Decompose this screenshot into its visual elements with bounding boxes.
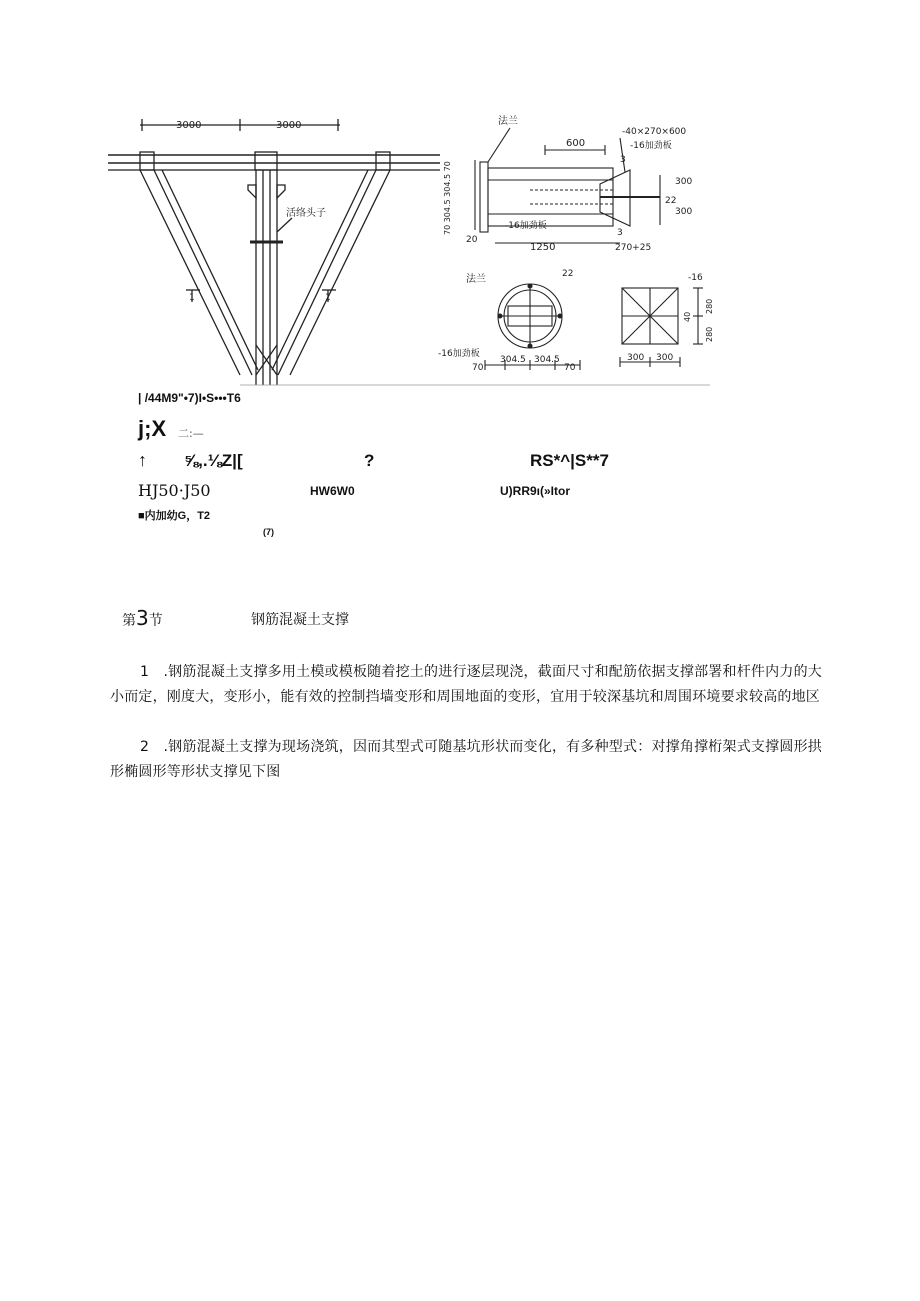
engineering-drawing xyxy=(100,100,820,400)
paragraph-2 xyxy=(110,735,822,785)
garbled-line-6: (7) xyxy=(263,527,274,537)
label-rib-top: -16加劲板 xyxy=(630,141,672,151)
garbled-line-3b: ⅝,.⅛Z|[ xyxy=(184,451,243,470)
garbled-line-4a: HJ50·J50 xyxy=(138,481,211,500)
dim-300-sq-b: 300 xyxy=(656,353,674,363)
dim-300-a: 300 xyxy=(675,177,693,187)
dim-1250: 1250 xyxy=(530,242,556,253)
dim-20: 20 xyxy=(466,235,478,245)
garbled-line-3a: ↑ xyxy=(138,450,147,470)
garbled-line-3d: RS*^|S**7 xyxy=(530,451,609,470)
paragraph-2-index: 2 xyxy=(140,739,164,755)
label-rib-section: -16加劲板 xyxy=(438,349,480,359)
dim-600: 600 xyxy=(566,138,586,149)
dim-300-sq-a: 300 xyxy=(627,353,645,363)
garbled-line-2a: j;X xyxy=(138,416,167,441)
dim-22-bottom: 22 xyxy=(562,269,574,279)
garbled-line-3c: ? xyxy=(364,451,375,470)
section-number xyxy=(122,606,163,630)
paragraph-1-index: 1 xyxy=(140,664,164,680)
dim-304-a: 304.5 xyxy=(500,355,526,365)
garbled-line-5: ■内加幼G，T2 xyxy=(138,510,211,522)
garbled-line-4c: U)RR9ı(»Itor xyxy=(500,484,571,498)
paragraph-1-text: .钢筋混凝土支撑多用土模或模板随着挖土的进行逐层现浇，截面尺寸和配筋依据支撑部署和杆件内力的大小而定，刚度大，变形小，能有效的控制挡墙变形和周围地面的变形，宜用于较深基坑和周围环境要求较高的地区 xyxy=(110,664,822,705)
section-prefix: 第 xyxy=(122,613,136,629)
dim-3000-right: 3000 xyxy=(276,120,302,131)
dim-22-top: 22 xyxy=(665,196,677,206)
garbled-line-1: | /44M9"•7)I•S•••T6 xyxy=(138,391,241,405)
dim-70-b: 70 xyxy=(564,363,576,373)
label-flange-top: 法兰 xyxy=(498,116,518,127)
dim-3000-left: 3000 xyxy=(176,120,202,131)
dim-plate: -40×270×600 xyxy=(622,127,687,137)
dim-280-a: 280 xyxy=(705,298,714,314)
callout-live-head: 活络头子 xyxy=(286,208,326,219)
dim-300-b: 300 xyxy=(675,207,693,217)
dim-40: 40 xyxy=(683,311,692,322)
paragraph-1 xyxy=(110,660,822,710)
paragraph-2-text: .钢筋混凝土支撑为现场浇筑，因而其型式可随基坑形状而变化，有多种型式：对撑角撑桁架式支撑圆形拱形椭圆形等形状支撑见下图 xyxy=(110,739,822,780)
dim-280-b: 280 xyxy=(705,326,714,342)
label-flange-bottom: 法兰 xyxy=(466,274,486,285)
garbled-line-2b: 二:— xyxy=(178,427,204,440)
dim-3-top: 3 xyxy=(620,155,626,165)
section-suffix: 节 xyxy=(148,613,163,629)
dim-70-a: 70 xyxy=(472,363,484,373)
section-mark-right: 1 xyxy=(325,293,331,303)
dim-3-bottom: 3 xyxy=(617,228,623,238)
section-mark-left: 1 xyxy=(189,293,195,303)
dim-304-b: 304.5 xyxy=(534,355,560,365)
section-digit: 3 xyxy=(136,606,149,630)
section-title: 钢筋混凝土支撑 xyxy=(251,612,349,628)
garbled-line-4b: HW6W0 xyxy=(310,484,355,498)
dim-270-25: 270+25 xyxy=(615,243,652,253)
label-rib-bottom: -16加劲板 xyxy=(505,221,547,231)
dim-left-stack: 70 304.5 304.5 70 xyxy=(443,161,452,235)
dim-16: -16 xyxy=(688,273,703,283)
